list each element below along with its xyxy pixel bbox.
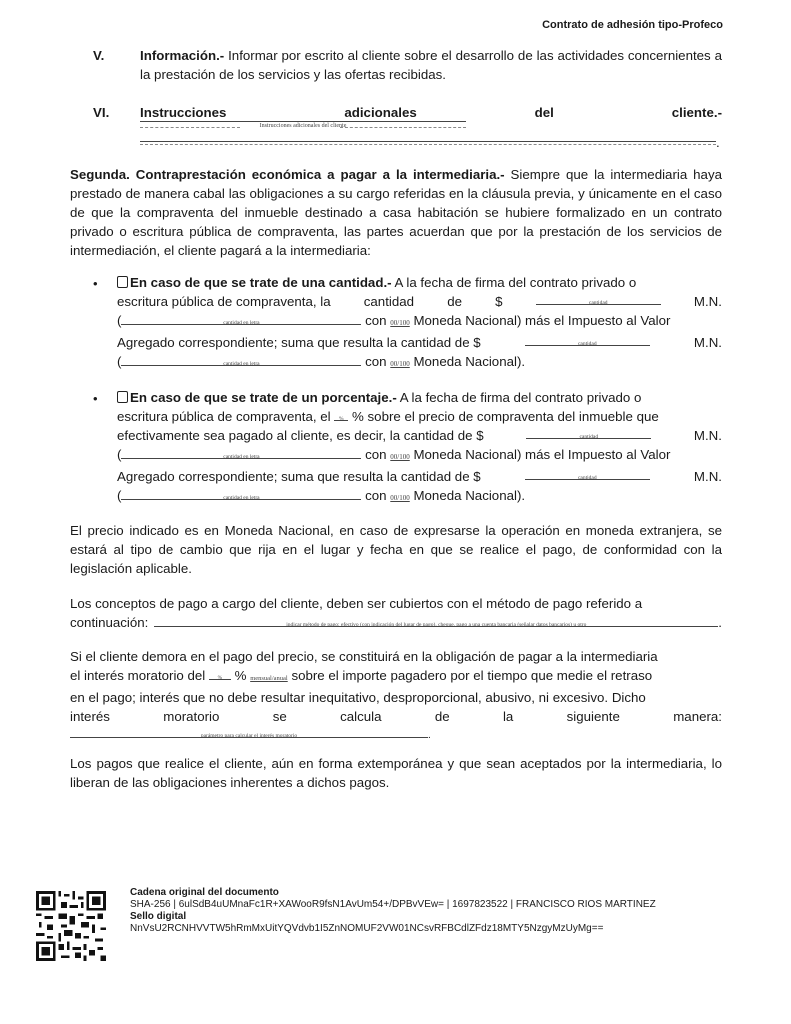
clause-vi-word: cliente.- <box>671 105 722 120</box>
cantidad-text: ( <box>117 313 122 328</box>
cantidad-text: A la fecha de firma del contrato privado o <box>391 275 637 290</box>
field-caption: cantidad en letra <box>223 495 260 501</box>
instructions-field[interactable] <box>140 121 466 122</box>
porcentaje-text: con <box>365 447 387 462</box>
demora-text: % <box>234 668 247 683</box>
porcentaje-text: % sobre el precio de compraventa del inmueble que <box>352 409 659 424</box>
document-footer <box>130 887 656 935</box>
fraction-label: 00/100 <box>390 360 410 368</box>
cantidad-option <box>117 273 722 374</box>
pagos-paragraph: Los pagos que realice el cliente, aún en forma extemporánea y que sean aceptados por la intermediaria, lo liberan de las obligaciones inherentes a dichos pagos. <box>70 756 722 790</box>
porcentaje-text: M.N. <box>693 428 722 443</box>
clause-segunda <box>70 165 722 260</box>
demora-text: sobre el importe pagadero por el tiempo que medie el retraso <box>291 668 653 683</box>
porcentaje-text: Moneda Nacional) más el Impuesto al Valor <box>413 447 671 462</box>
period: . <box>716 135 720 150</box>
demora-word: se <box>272 709 287 724</box>
field-caption: % <box>339 416 344 422</box>
porcentaje-total-letra-field[interactable] <box>121 487 361 500</box>
clause-v-title: Información.- <box>140 48 225 63</box>
demora-word: siguiente <box>566 709 620 724</box>
porcentaje-text: Agregado correspondiente; suma que resulta la cantidad de $ <box>117 469 481 484</box>
clause-numeral-vi: VI. <box>93 105 110 120</box>
porcentaje-text: ( <box>117 447 122 462</box>
cantidad-field[interactable] <box>536 292 661 305</box>
demora-word: la <box>502 709 514 724</box>
metodo-pago-field[interactable] <box>154 614 718 627</box>
clause-v-body: Informar por escrito al cliente sobre el desarrollo de las actividades concernientes a la prestación de los servicios y las ofertas recibidas. <box>140 48 722 82</box>
period: . <box>718 615 722 630</box>
cantidad-text: Moneda Nacional). <box>413 354 526 369</box>
porcentaje-text: Moneda Nacional). <box>413 488 526 503</box>
dash <box>140 127 240 128</box>
parametro-interes-field[interactable] <box>70 729 428 738</box>
dash <box>340 127 466 128</box>
cantidad-title: En caso de que se trate de una cantidad.- <box>130 275 392 290</box>
demora-text: el interés moratorio del <box>70 668 206 683</box>
demora-word: calcula <box>340 709 382 724</box>
porcentaje-option <box>117 388 722 508</box>
field-caption: cantidad en letra <box>223 320 260 326</box>
precio-paragraph: El precio indicado es en Moneda Nacional, en caso de expresarse la operación en moneda extranjera, se estará al tipo de cambio que rija en el lugar y fecha en que se realice el pago, de conformidad con la legislación aplicable. <box>70 523 722 576</box>
field-caption: parámetro para calcular el interés moratorio <box>200 733 298 739</box>
porcentaje-text: efectivamente sea pagado al cliente, es decir, la cantidad de $ <box>117 428 484 443</box>
clause-vi-word: del <box>534 105 554 120</box>
periodo-field[interactable]: mensual/anual <box>250 675 288 682</box>
period: . <box>428 730 431 741</box>
porcentaje-text: M.N. <box>693 469 722 484</box>
bullet: • <box>93 276 98 291</box>
demora-word: manera: <box>673 709 722 724</box>
conceptos-text: Los conceptos de pago a cargo del cliente, deben ser cubiertos con el método de pago referido a <box>70 596 643 611</box>
dash <box>140 144 716 145</box>
cantidad-text: M.N. <box>693 335 722 350</box>
porcentaje-total-field[interactable] <box>525 467 650 480</box>
cantidad-total-field[interactable] <box>525 333 650 346</box>
porcentaje-field[interactable] <box>334 408 348 421</box>
clause-vi-word: Instrucciones <box>140 105 227 120</box>
cantidad-text: escritura pública de compraventa, la <box>117 294 331 309</box>
demora-word: interés <box>70 709 110 724</box>
sello-value: NnVsU2RCNHVVTW5hRmMxUitYQVdvb1I5ZnNOMUF2VW01NCsvRFBCdlZFdz18MTY5NzgyMzUyMg== <box>130 923 604 934</box>
field-caption: cantidad <box>588 300 608 306</box>
porcentaje-text: A la fecha de firma del contrato privado o <box>396 390 642 405</box>
fraction-label: 00/100 <box>390 494 410 502</box>
cantidad-text: M.N. <box>693 294 722 309</box>
porcentaje-letra-field[interactable] <box>121 446 361 459</box>
cantidad-text: de <box>447 294 462 309</box>
document-header: Contrato de adhesión tipo-Profeco <box>542 19 723 31</box>
cantidad-text: Agregado correspondiente; suma que resulta la cantidad de $ <box>117 335 481 350</box>
demora-word: de <box>434 709 450 724</box>
porcentaje-title: En caso de que se trate de un porcentaje.- <box>130 390 397 405</box>
porcentaje-text: escritura pública de compraventa, el <box>117 409 331 424</box>
field-caption: % <box>217 675 223 681</box>
interes-field[interactable] <box>209 667 231 680</box>
clause-vi-word: adicionales <box>344 105 417 120</box>
conceptos-text: continuación: <box>70 615 149 630</box>
checkbox-cantidad[interactable] <box>117 276 128 288</box>
cantidad-text: Moneda Nacional) más el Impuesto al Valor <box>413 313 671 328</box>
porcentaje-text: con <box>365 488 387 503</box>
porcentaje-text: ( <box>117 488 122 503</box>
instructions-caption: Instrucciones adicionales del cliente <box>259 123 347 129</box>
cantidad-total-letra-field[interactable] <box>121 353 361 366</box>
clause-v-text <box>140 46 722 84</box>
demora-paragraph <box>70 647 722 745</box>
qr-code-icon <box>36 891 106 961</box>
field-caption: cantidad en letra <box>223 454 260 460</box>
clause-segunda-body: Siempre que la intermediaria haya prestado de manera cabal las obligaciones a su cargo referidas en la cláusula previa, y únicamente en el caso de que la compraventa del inmueble destinado a casa habitación se hubiere formalizado en un contrato privado o escritura pública de compraventa, las partes acuerdan que por la prestación de los servicios de intermediación, el cliente pagará a la intermediaria: <box>70 167 722 258</box>
field-caption: cantidad <box>577 475 597 481</box>
bullet: • <box>93 391 98 406</box>
fraction-label: 00/100 <box>390 319 410 327</box>
field-caption: cantidad <box>577 341 597 347</box>
demora-text: en el pago; interés que no debe resultar inequitativo, desproporcional, abusivo, ni excesivo. Dicho <box>70 690 646 705</box>
cantidad-text: con <box>365 313 387 328</box>
field-caption: indicar método de pago: efectivo (con indicación del lugar de pago), cheque, pago a una cuenta bancaria (señalar datos bancarios) u otro <box>286 622 587 628</box>
clause-segunda-title: Segunda. Contraprestación económica a pagar a la intermediaria.- <box>70 167 505 182</box>
clause-numeral-v: V. <box>93 48 105 63</box>
cadena-label: Cadena original del documento <box>130 887 279 898</box>
conceptos-paragraph <box>70 594 722 632</box>
fraction-label: 00/100 <box>390 453 410 461</box>
demora-text: Si el cliente demora en el pago del precio, se constituirá en la obligación de pagar a la intermediaria <box>70 649 658 664</box>
porcentaje-cantidad-field[interactable] <box>526 426 651 439</box>
cantidad-text: con <box>365 354 387 369</box>
field-caption: cantidad <box>579 434 599 440</box>
cantidad-letra-field[interactable] <box>121 312 361 325</box>
sello-label: Sello digital <box>130 911 187 922</box>
cantidad-text: ( <box>117 354 122 369</box>
cantidad-text: $ <box>495 294 503 309</box>
cadena-value: SHA-256 | 6ulSdB4uUMnaFc1R+XAWooR9fsN1AvUm54+/DPBvVEw= | 1697823522 | FRANCISCO RIOS MARTINEZ <box>130 899 656 910</box>
field-caption: cantidad en letra <box>223 361 260 367</box>
cantidad-text: cantidad <box>363 294 415 309</box>
instructions-field-line-2[interactable] <box>140 141 716 142</box>
checkbox-porcentaje[interactable] <box>117 391 128 403</box>
demora-word: moratorio <box>163 709 220 724</box>
clause-vi-title <box>140 103 722 122</box>
